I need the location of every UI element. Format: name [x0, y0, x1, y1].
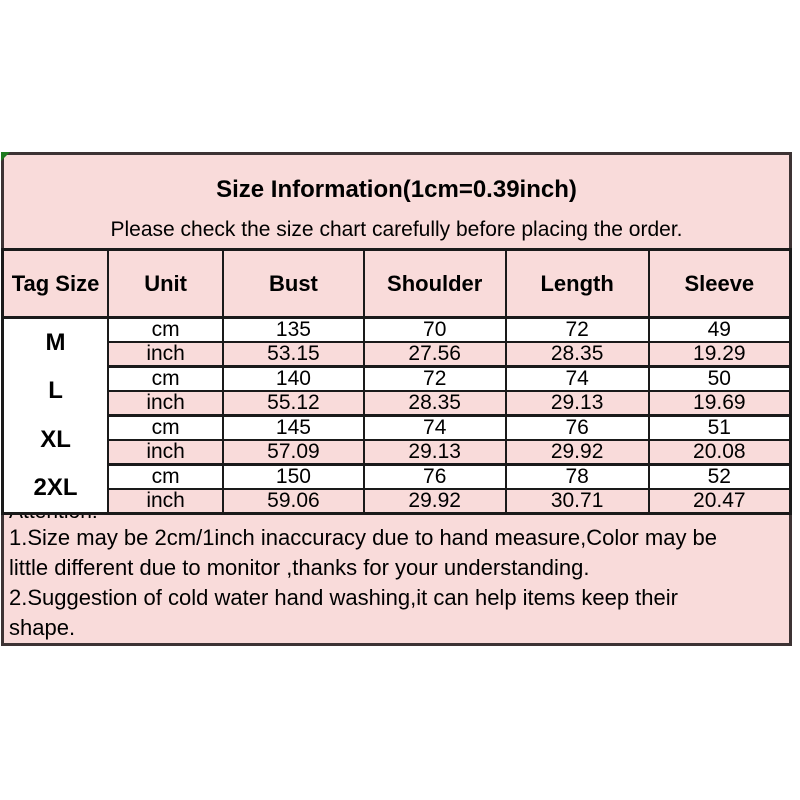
- table-row: [3, 318, 791, 343]
- length-value: 30.71: [506, 489, 649, 514]
- bust-value: 53.15: [223, 342, 364, 367]
- length-value: 74: [506, 367, 649, 392]
- table-row: [3, 391, 791, 416]
- sleeve-value: 19.69: [649, 391, 791, 416]
- shoulder-value: 70: [364, 318, 506, 343]
- shoulder-value: 74: [364, 416, 506, 441]
- length-value: 28.35: [506, 342, 649, 367]
- sleeve-value: 50: [649, 367, 791, 392]
- note-line: little different due to monitor ,thanks for your understanding.: [9, 555, 590, 580]
- bust-value: 59.06: [223, 489, 364, 514]
- unit-cell: cm: [108, 367, 223, 392]
- shoulder-value: 72: [364, 367, 506, 392]
- table-row: [3, 416, 791, 441]
- bust-value: 55.12: [223, 391, 364, 416]
- size-label-m: M: [3, 318, 109, 367]
- header-bust: Bust: [223, 250, 364, 318]
- header-length: Length: [506, 250, 649, 318]
- unit-cell: inch: [108, 342, 223, 367]
- shoulder-value: 29.92: [364, 489, 506, 514]
- note-line: 1.Size may be 2cm/1inch inaccuracy due to hand measure,Color may be: [9, 525, 718, 550]
- header-sleeve: Sleeve: [649, 250, 791, 318]
- size-table: [1, 248, 792, 515]
- table-row: [3, 489, 791, 514]
- unit-cell: cm: [108, 465, 223, 490]
- length-value: 76: [506, 416, 649, 441]
- sleeve-value: 19.29: [649, 342, 791, 367]
- length-value: 78: [506, 465, 649, 490]
- table-header-row: [3, 250, 791, 318]
- table-row: [3, 440, 791, 465]
- table-row: [3, 342, 791, 367]
- bust-value: 145: [223, 416, 364, 441]
- unit-cell: inch: [108, 489, 223, 514]
- unit-cell: inch: [108, 440, 223, 465]
- size-label-2xl: 2XL: [3, 465, 109, 514]
- sleeve-value: 49: [649, 318, 791, 343]
- bust-value: 150: [223, 465, 364, 490]
- shoulder-value: 76: [364, 465, 506, 490]
- bust-value: 140: [223, 367, 364, 392]
- shoulder-value: 28.35: [364, 391, 506, 416]
- table-row: [3, 367, 791, 392]
- unit-cell: inch: [108, 391, 223, 416]
- bust-value: 135: [223, 318, 364, 343]
- header-shoulder: Shoulder: [364, 250, 506, 318]
- bust-value: 57.09: [223, 440, 364, 465]
- page-subtitle: Please check the size chart carefully before placing the order.: [110, 218, 683, 241]
- unit-cell: cm: [108, 318, 223, 343]
- sleeve-value: 20.47: [649, 489, 791, 514]
- shoulder-value: 27.56: [364, 342, 506, 367]
- length-value: 72: [506, 318, 649, 343]
- shoulder-value: 29.13: [364, 440, 506, 465]
- sleeve-value: 52: [649, 465, 791, 490]
- sleeve-value: 51: [649, 416, 791, 441]
- sleeve-value: 20.08: [649, 440, 791, 465]
- green-corner-marker-icon: [1, 152, 10, 161]
- page-title: Size Information(1cm=0.39inch): [216, 176, 577, 203]
- length-value: 29.13: [506, 391, 649, 416]
- notes-section: [9, 523, 784, 643]
- note-line: shape.: [9, 615, 76, 640]
- note-line: 2.Suggestion of cold water hand washing,it can help items keep their: [9, 585, 678, 610]
- size-label-xl: XL: [3, 416, 109, 465]
- header-unit: Unit: [108, 250, 223, 318]
- unit-cell: cm: [108, 416, 223, 441]
- size-info-panel: [1, 152, 792, 646]
- table-row: [3, 465, 791, 490]
- header-tag-size: Tag Size: [3, 250, 109, 318]
- length-value: 29.92: [506, 440, 649, 465]
- size-label-l: L: [3, 367, 109, 416]
